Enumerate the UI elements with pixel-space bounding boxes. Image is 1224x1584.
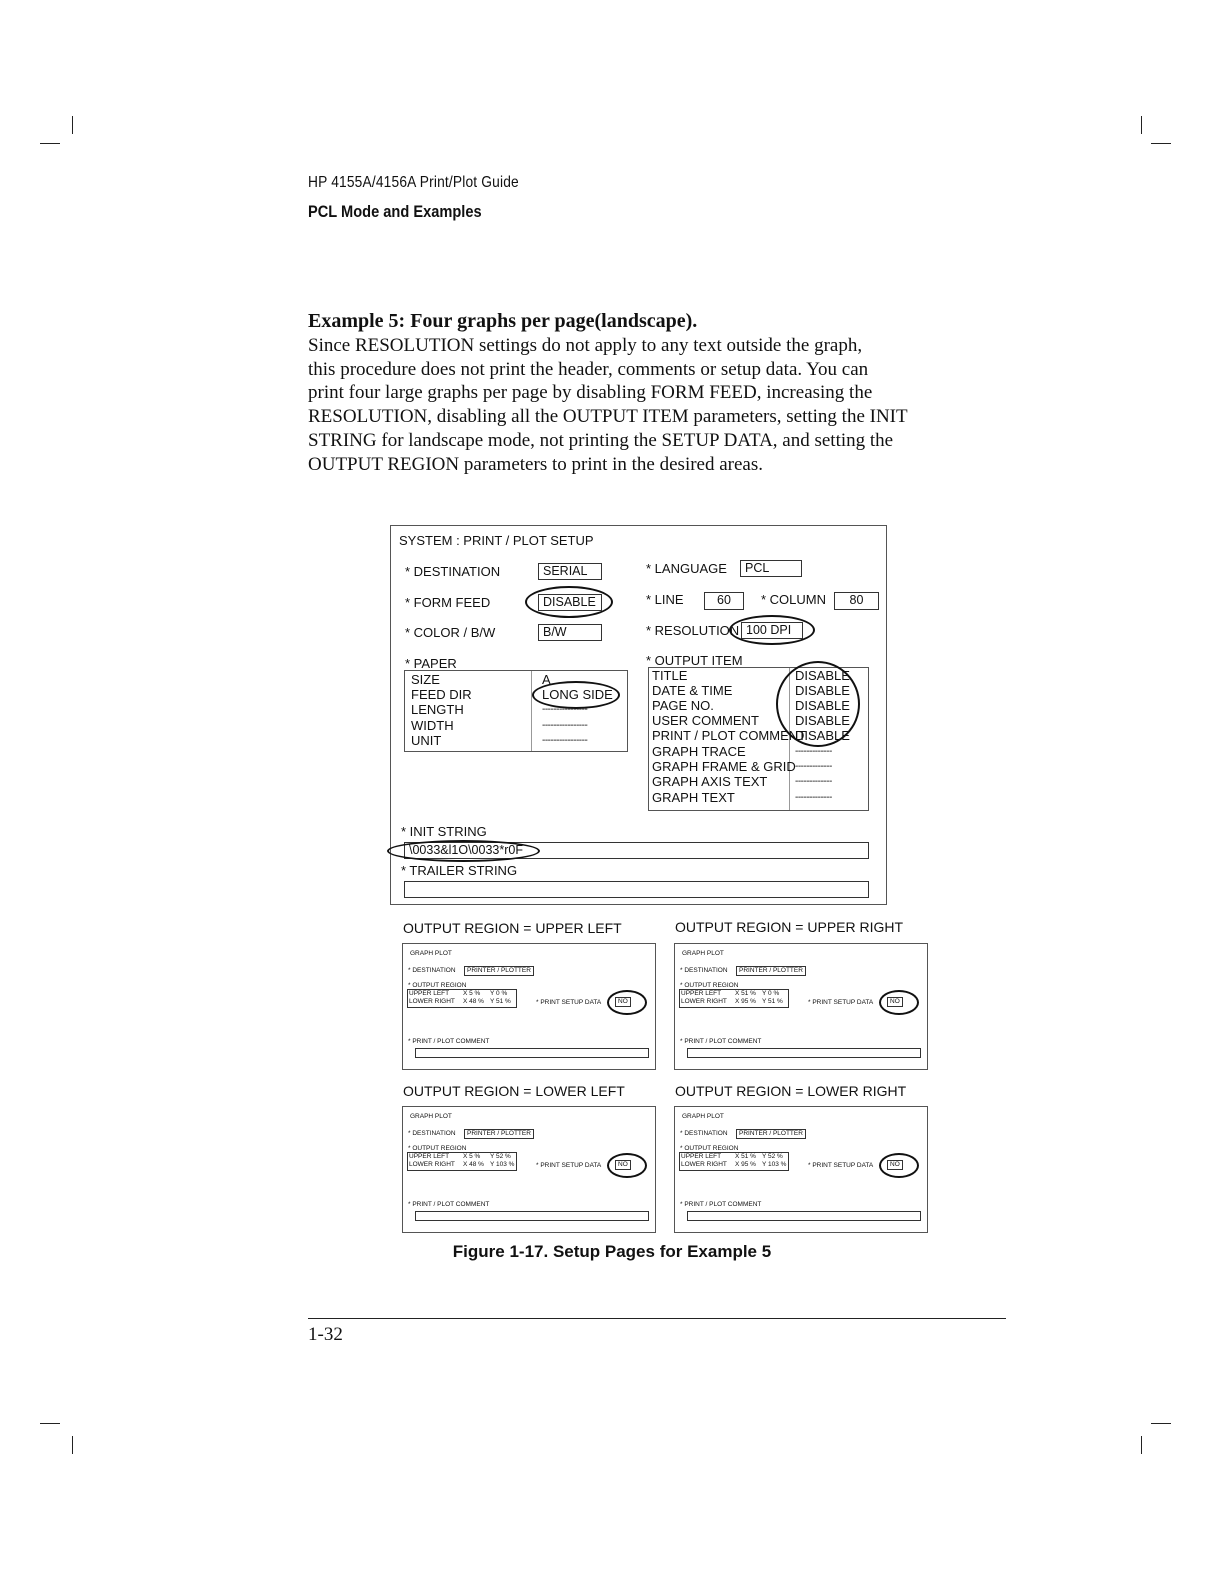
title-item: TITLE [652, 668, 688, 683]
lr-y-value[interactable]: Y 51 % [490, 998, 511, 1005]
paper-label: * PAPER [405, 656, 457, 671]
mini-region-table [679, 989, 789, 1008]
ul-x-value[interactable]: X 5 % [463, 1153, 481, 1160]
body-line: Since RESOLUTION settings do not apply to any text outside the graph, [308, 335, 863, 356]
feed-dir-label: FEED DIR [411, 687, 472, 702]
example-title: Example 5: Four graphs per page(landscape). [308, 310, 698, 332]
form-feed-label: * FORM FEED [405, 595, 491, 610]
mini-region-table [407, 989, 517, 1008]
paper-table [404, 670, 628, 752]
mini-destination-label: * DESTINATION [680, 1130, 728, 1137]
crop-mark [1151, 1423, 1171, 1424]
page-no-item: PAGE NO. [652, 698, 714, 713]
lr-y-value[interactable]: Y 103 % [490, 1161, 515, 1168]
highlight-circle [607, 990, 647, 1015]
user-comment-value[interactable]: DISABLE [795, 713, 850, 728]
mini-destination-field[interactable]: PRINTER / PLOTTER [736, 1129, 806, 1139]
lr-y-value[interactable]: Y 103 % [762, 1161, 787, 1168]
setup-data-label: * PRINT SETUP DATA [808, 999, 874, 1006]
ul-y-value[interactable]: Y 0 % [490, 990, 508, 997]
mini-output-region-label: * OUTPUT REGION [680, 1145, 739, 1152]
upper-left-label: UPPER LEFT [409, 990, 450, 997]
trailer-string-field[interactable] [404, 881, 869, 898]
mini-destination-field[interactable]: PRINTER / PLOTTER [736, 966, 806, 976]
graph-trace-item: GRAPH TRACE [652, 744, 746, 759]
setup-data-field[interactable]: NO [615, 1160, 631, 1170]
graph-plot-label: GRAPH PLOT [682, 1113, 724, 1120]
width-value[interactable]: ---------------- [542, 720, 588, 731]
crop-mark [1151, 143, 1171, 144]
output-item-label: * OUTPUT ITEM [646, 653, 743, 668]
destination-field[interactable]: SERIAL [538, 563, 602, 580]
lr-x-value[interactable]: X 95 % [735, 1161, 756, 1168]
crop-mark [1141, 1436, 1142, 1454]
setup-data-field[interactable]: NO [615, 997, 631, 1007]
init-string-field[interactable]: \0033&l1O\0033*r0F [404, 842, 869, 859]
highlight-circle [729, 615, 815, 645]
axis-text-item: GRAPH AXIS TEXT [652, 774, 768, 789]
date-time-value[interactable]: DISABLE [795, 683, 850, 698]
axis-text-value[interactable]: ------------- [795, 776, 832, 787]
example-body [308, 334, 998, 476]
graph-text-item: GRAPH TEXT [652, 790, 735, 805]
region-heading-lower-right: OUTPUT REGION = LOWER RIGHT [675, 1083, 907, 1099]
highlight-circle [525, 586, 613, 618]
body-line: OUTPUT REGION parameters to print in the desired areas. [308, 453, 763, 475]
resolution-field[interactable]: 100 DPI [741, 622, 803, 639]
plot-comment-value[interactable]: DISABLE [795, 728, 850, 743]
mini-comment-label: * PRINT / PLOT COMMENT [408, 1038, 490, 1045]
title-value[interactable]: DISABLE [795, 668, 850, 683]
paper-size-label: SIZE [411, 672, 440, 687]
date-time-item: DATE & TIME [652, 683, 733, 698]
lr-x-value[interactable]: X 95 % [735, 998, 756, 1005]
setup-data-label: * PRINT SETUP DATA [536, 1162, 602, 1169]
highlight-circle [607, 1153, 647, 1178]
mini-destination-field[interactable]: PRINTER / PLOTTER [464, 966, 534, 976]
graph-trace-value[interactable]: ------------- [795, 746, 832, 757]
column-field[interactable]: 80 [834, 592, 879, 610]
setup-data-field[interactable]: NO [887, 997, 903, 1007]
ul-x-value[interactable]: X 51 % [735, 1153, 756, 1160]
width-label: WIDTH [411, 718, 454, 733]
crop-mark [40, 1423, 60, 1424]
frame-grid-item: GRAPH FRAME & GRID [652, 759, 796, 774]
mini-comment-field[interactable] [687, 1211, 921, 1221]
figure-caption: Figure 1-17. Setup Pages for Example 5 [452, 1242, 772, 1261]
page-no-value[interactable]: DISABLE [795, 698, 850, 713]
setup-screen [390, 525, 887, 905]
mini-output-region-label: * OUTPUT REGION [408, 982, 467, 989]
body-line: this procedure does not print the header, comments or setup data. You can [308, 358, 869, 380]
language-field[interactable]: PCL [740, 560, 802, 577]
mini-setup-upper-right [674, 943, 928, 1070]
upper-left-label: UPPER LEFT [409, 1153, 450, 1160]
destination-label: * DESTINATION [405, 564, 501, 579]
paper-size-value[interactable]: A [542, 672, 551, 687]
crop-mark [72, 116, 73, 134]
region-heading-upper-right: OUTPUT REGION = UPPER RIGHT [675, 919, 904, 935]
upper-left-label: UPPER LEFT [681, 990, 722, 997]
line-field[interactable]: 60 [704, 592, 744, 610]
color-field[interactable]: B/W [538, 624, 602, 641]
length-label: LENGTH [411, 702, 464, 717]
mini-comment-field[interactable] [415, 1048, 649, 1058]
resolution-label: * RESOLUTION [646, 623, 740, 638]
language-label: * LANGUAGE [646, 561, 727, 576]
mini-destination-field[interactable]: PRINTER / PLOTTER [464, 1129, 534, 1139]
lower-right-label: LOWER RIGHT [681, 1161, 727, 1168]
graph-plot-label: GRAPH PLOT [410, 950, 452, 957]
mini-comment-field[interactable] [687, 1048, 921, 1058]
highlight-circle [879, 1153, 919, 1178]
mini-comment-field[interactable] [415, 1211, 649, 1221]
crop-mark [72, 1436, 73, 1454]
section-title: PCL Mode and Examples [308, 202, 482, 221]
body-line: print four large graphs per page by disabling FORM FEED, increasing the [308, 382, 873, 404]
setup-data-label: * PRINT SETUP DATA [808, 1162, 874, 1169]
ul-y-value[interactable]: Y 0 % [762, 990, 780, 997]
length-value[interactable]: ---------------- [542, 704, 588, 715]
graph-plot-label: GRAPH PLOT [410, 1113, 452, 1120]
body-line: RESOLUTION, disabling all the OUTPUT ITEM parameters, setting the INIT [308, 406, 908, 428]
lr-x-value[interactable]: X 48 % [463, 998, 484, 1005]
mini-destination-label: * DESTINATION [680, 967, 728, 974]
lower-right-label: LOWER RIGHT [409, 998, 455, 1005]
color-label: * COLOR / B/W [405, 625, 496, 640]
unit-label: UNIT [411, 733, 442, 748]
region-heading-upper-left: OUTPUT REGION = UPPER LEFT [403, 920, 622, 936]
mini-region-table [407, 1152, 517, 1171]
column-label: * COLUMN [761, 592, 827, 607]
lr-y-value[interactable]: Y 51 % [762, 998, 783, 1005]
mini-setup-lower-left [402, 1106, 656, 1233]
ul-y-value[interactable]: Y 52 % [490, 1153, 511, 1160]
crop-mark [40, 143, 60, 144]
crop-mark [1141, 116, 1142, 134]
highlight-circle [776, 661, 860, 747]
form-feed-field[interactable]: DISABLE [538, 594, 602, 611]
user-comment-item: USER COMMENT [652, 713, 759, 728]
page-number: 1-32 [308, 1324, 343, 1345]
mini-comment-label: * PRINT / PLOT COMMENT [408, 1201, 490, 1208]
ul-x-value[interactable]: X 51 % [735, 990, 756, 997]
mini-destination-label: * DESTINATION [408, 967, 456, 974]
body-line: STRING for landscape mode, not printing the SETUP DATA, and setting the [308, 429, 894, 451]
setup-data-label: * PRINT SETUP DATA [536, 999, 602, 1006]
lower-right-label: LOWER RIGHT [409, 1161, 455, 1168]
init-string-label: * INIT STRING [401, 824, 487, 839]
lower-right-label: LOWER RIGHT [681, 998, 727, 1005]
highlight-circle [387, 840, 540, 862]
mini-comment-label: * PRINT / PLOT COMMENT [680, 1038, 762, 1045]
setup-title: SYSTEM : PRINT / PLOT SETUP [399, 533, 594, 548]
frame-grid-value[interactable]: ------------- [795, 761, 832, 772]
setup-data-field[interactable]: NO [887, 1160, 903, 1170]
region-heading-lower-left: OUTPUT REGION = LOWER LEFT [403, 1083, 625, 1099]
graph-text-value[interactable]: ------------- [795, 792, 832, 803]
mini-setup-lower-right [674, 1106, 928, 1233]
ul-x-value[interactable]: X 5 % [463, 990, 481, 997]
graph-plot-label: GRAPH PLOT [682, 950, 724, 957]
ul-y-value[interactable]: Y 52 % [762, 1153, 783, 1160]
guide-title: HP 4155A/4156A Print/Plot Guide [308, 174, 519, 191]
lr-x-value[interactable]: X 48 % [463, 1161, 484, 1168]
upper-left-label: UPPER LEFT [681, 1153, 722, 1160]
line-label: * LINE [646, 592, 684, 607]
footer-rule [308, 1318, 1006, 1319]
trailer-string-label: * TRAILER STRING [401, 863, 518, 878]
highlight-circle [879, 990, 919, 1015]
unit-value[interactable]: ---------------- [542, 735, 588, 746]
mini-comment-label: * PRINT / PLOT COMMENT [680, 1201, 762, 1208]
mini-region-table [679, 1152, 789, 1171]
mini-setup-upper-left [402, 943, 656, 1070]
mini-output-region-label: * OUTPUT REGION [408, 1145, 467, 1152]
feed-dir-value[interactable]: LONG SIDE [542, 687, 613, 702]
mini-destination-label: * DESTINATION [408, 1130, 456, 1137]
plot-comment-item: PRINT / PLOT COMMENT [652, 728, 807, 743]
mini-output-region-label: * OUTPUT REGION [680, 982, 739, 989]
